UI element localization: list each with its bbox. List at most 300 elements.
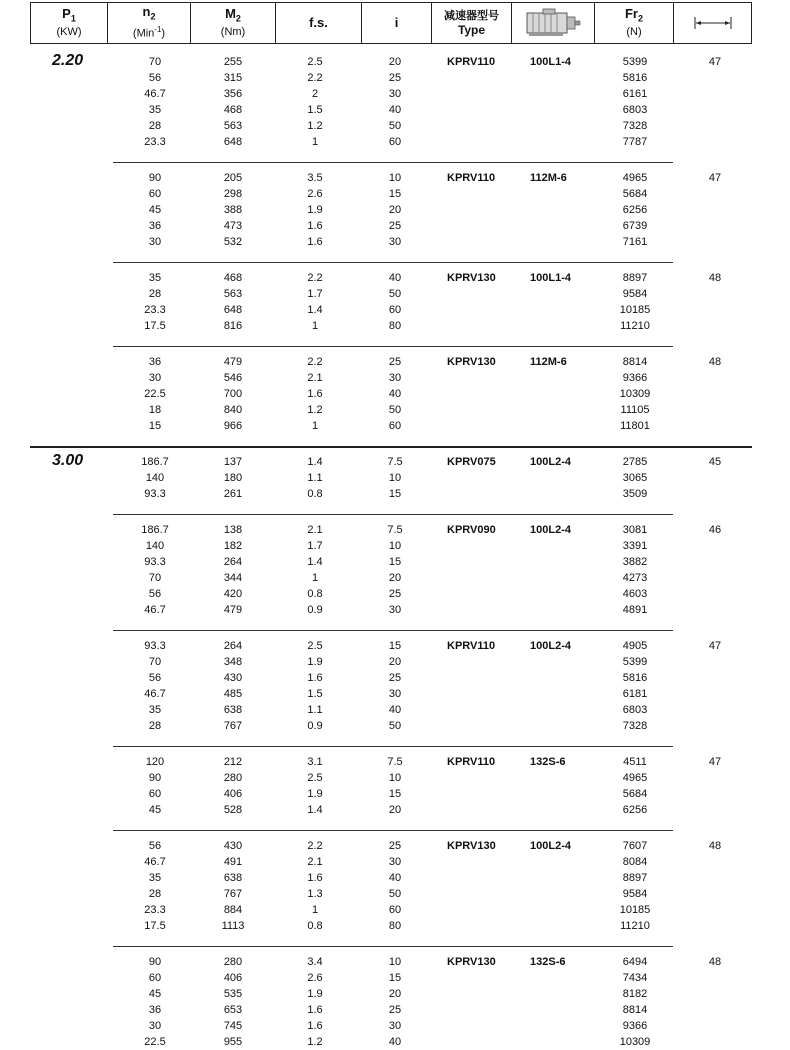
m2-value: 420 — [223, 588, 243, 600]
ratio-value: 40 — [388, 388, 402, 400]
n2-value: 22.5 — [144, 388, 166, 400]
ratio-value: 7.5 — [387, 524, 403, 536]
fr2-value: 6161 — [622, 88, 648, 100]
m2-value: 406 — [223, 788, 243, 800]
fs-value: 1.6 — [307, 236, 323, 248]
table-row — [0, 1034, 790, 1050]
table-row — [0, 986, 790, 1002]
header-p1-label: P — [62, 5, 71, 21]
fr2-value: 10185 — [619, 304, 651, 316]
fr2-value: 3391 — [622, 540, 648, 552]
dimension-value: 47 — [708, 172, 722, 184]
m2-value: 884 — [223, 904, 243, 916]
ratio-value: 10 — [388, 472, 402, 484]
n2-value: 35 — [148, 272, 162, 284]
header-p1 — [31, 3, 107, 43]
fs-value: 1.6 — [307, 1004, 323, 1016]
m2-value: 816 — [223, 320, 243, 332]
fs-value: 1.4 — [307, 556, 323, 568]
table-row — [0, 386, 790, 402]
header-n2 — [108, 3, 190, 43]
table-row — [0, 354, 790, 370]
m2-value: 485 — [223, 688, 243, 700]
m2-value: 315 — [223, 72, 243, 84]
fr2-value: 7607 — [622, 840, 648, 852]
ratio-value: 30 — [388, 688, 402, 700]
m2-value: 479 — [223, 604, 243, 616]
ratio-value: 50 — [388, 888, 402, 900]
table-row — [0, 86, 790, 102]
m2-value: 280 — [223, 956, 243, 968]
table-row — [0, 702, 790, 718]
dimension-value: 48 — [708, 840, 722, 852]
header-p1-unit: (KW) — [56, 26, 82, 39]
header-p1-sub: 1 — [70, 13, 76, 24]
fr2-value: 9366 — [622, 1020, 648, 1032]
ratio-value: 20 — [388, 804, 402, 816]
ratio-value: 60 — [388, 420, 402, 432]
fs-value: 0.8 — [307, 920, 323, 932]
n2-value: 186.7 — [141, 456, 169, 468]
ratio-value: 60 — [388, 136, 402, 148]
n2-value: 70 — [148, 56, 162, 68]
table-row — [0, 170, 790, 186]
header-n2-sub: 2 — [150, 11, 156, 22]
fs-value: 1.2 — [307, 1036, 323, 1048]
table-row — [0, 802, 790, 818]
fs-value: 1.1 — [307, 704, 323, 716]
fs-value: 2.5 — [307, 772, 323, 784]
table-row — [0, 486, 790, 502]
ratio-value: 20 — [388, 572, 402, 584]
m2-value: 767 — [223, 720, 243, 732]
m2-value: 348 — [223, 656, 243, 668]
motor-frame: 112M-6 — [530, 356, 567, 368]
n2-value: 93.3 — [144, 556, 166, 568]
m2-value: 528 — [223, 804, 243, 816]
m2-value: 468 — [223, 272, 243, 284]
table-row — [0, 454, 790, 470]
header-i-label: i — [394, 15, 399, 30]
fs-value: 1 — [311, 136, 319, 148]
fr2-value: 4511 — [623, 756, 647, 768]
gearbox-type: KPRV110 — [447, 56, 496, 68]
fs-value: 1.2 — [307, 120, 323, 132]
ratio-value: 20 — [388, 656, 402, 668]
fs-value: 2 — [311, 88, 319, 100]
fs-value: 1 — [311, 572, 319, 584]
fs-value: 2.2 — [307, 72, 323, 84]
header-fr2-unit: (N) — [626, 26, 642, 39]
header-fs-label: f.s. — [309, 15, 328, 30]
table-row — [0, 718, 790, 734]
group-divider — [113, 346, 673, 347]
table-row — [0, 234, 790, 250]
group-divider — [113, 262, 673, 263]
fr2-value: 5816 — [622, 72, 648, 84]
n2-value: 70 — [148, 572, 162, 584]
dimension-value: 47 — [708, 756, 722, 768]
table-row — [0, 670, 790, 686]
fr2-value: 6494 — [622, 956, 648, 968]
power-label: 2.20 — [52, 52, 84, 69]
fs-value: 1.2 — [307, 404, 323, 416]
ratio-value: 30 — [388, 236, 402, 248]
fr2-value: 8897 — [622, 872, 648, 884]
m2-value: 137 — [223, 456, 243, 468]
group-divider — [113, 162, 673, 163]
motor-icon — [525, 8, 581, 38]
ratio-value: 30 — [388, 856, 402, 868]
table-row — [0, 570, 790, 586]
fr2-value: 5684 — [622, 188, 648, 200]
fs-value: 1.6 — [307, 220, 323, 232]
power-label: 3.00 — [52, 452, 84, 469]
ratio-value: 60 — [388, 304, 402, 316]
m2-value: 473 — [223, 220, 243, 232]
table-row — [0, 1018, 790, 1034]
m2-value: 638 — [223, 704, 243, 716]
gearbox-type: KPRV130 — [447, 956, 496, 968]
n2-value: 46.7 — [144, 604, 166, 616]
table-row — [0, 270, 790, 286]
m2-value: 298 — [223, 188, 243, 200]
fr2-value: 11105 — [620, 404, 650, 416]
ratio-value: 50 — [388, 720, 402, 732]
group-divider — [113, 630, 673, 631]
ratio-value: 20 — [388, 56, 402, 68]
ratio-value: 60 — [388, 904, 402, 916]
gearbox-type: KPRV110 — [447, 172, 496, 184]
motor-frame: 100L2-4 — [530, 640, 571, 652]
fs-value: 2.5 — [307, 640, 323, 652]
n2-value: 46.7 — [144, 88, 166, 100]
ratio-value: 30 — [388, 604, 402, 616]
fr2-value: 4965 — [622, 172, 648, 184]
table-row — [0, 638, 790, 654]
header-type-cn: 减速器型号 — [444, 10, 499, 22]
n2-value: 36 — [148, 1004, 162, 1016]
fr2-value: 8182 — [622, 988, 648, 1000]
m2-value: 491 — [223, 856, 243, 868]
m2-value: 212 — [223, 756, 243, 768]
m2-value: 430 — [223, 672, 243, 684]
fs-value: 1.6 — [307, 388, 323, 400]
n2-value: 56 — [148, 72, 162, 84]
group-divider — [113, 746, 673, 747]
fs-value: 1.7 — [307, 540, 323, 552]
table-row — [0, 218, 790, 234]
m2-value: 280 — [223, 772, 243, 784]
header-fr2-sub: 2 — [637, 13, 643, 24]
m2-value: 532 — [223, 236, 243, 248]
fr2-value: 10309 — [619, 388, 651, 400]
table-row — [0, 686, 790, 702]
n2-value: 18 — [148, 404, 162, 416]
n2-value: 45 — [148, 988, 162, 1000]
dimension-value: 47 — [708, 56, 722, 68]
ratio-value: 15 — [388, 488, 402, 500]
ratio-value: 25 — [388, 1004, 402, 1016]
ratio-value: 10 — [388, 540, 402, 552]
n2-value: 90 — [148, 172, 162, 184]
fr2-value: 6256 — [622, 804, 648, 816]
m2-value: 264 — [223, 640, 243, 652]
fs-value: 1.6 — [307, 1020, 323, 1032]
gearbox-type: KPRV110 — [447, 640, 496, 652]
n2-value: 120 — [145, 756, 165, 768]
table-row — [0, 754, 790, 770]
ratio-value: 10 — [388, 172, 402, 184]
fr2-value: 4891 — [622, 604, 648, 616]
header-n2-sup: -1 — [154, 25, 162, 35]
fs-value: 1.5 — [307, 104, 323, 116]
fr2-value: 6739 — [622, 220, 648, 232]
motor-frame: 100L2-4 — [530, 524, 571, 536]
m2-value: 563 — [223, 120, 243, 132]
ratio-value: 40 — [388, 1036, 402, 1048]
table-row — [0, 118, 790, 134]
fs-value: 2.6 — [307, 972, 323, 984]
ratio-value: 40 — [388, 872, 402, 884]
m2-value: 966 — [223, 420, 243, 432]
ratio-value: 30 — [388, 372, 402, 384]
m2-value: 344 — [223, 572, 243, 584]
ratio-value: 25 — [388, 356, 402, 368]
dimension-value: 48 — [708, 356, 722, 368]
fs-value: 1.6 — [307, 672, 323, 684]
gearbox-type: KPRV075 — [447, 456, 496, 468]
m2-value: 653 — [223, 1004, 243, 1016]
section-divider — [30, 446, 752, 448]
motor-frame: 132S-6 — [530, 756, 566, 768]
fr2-value: 4603 — [622, 588, 648, 600]
table-row — [0, 902, 790, 918]
fr2-value: 7328 — [622, 720, 648, 732]
table-row — [0, 554, 790, 570]
m2-value: 406 — [223, 972, 243, 984]
motor-frame: 100L2-4 — [530, 840, 571, 852]
fr2-value: 5399 — [622, 56, 648, 68]
ratio-value: 20 — [388, 988, 402, 1000]
header-n2-label: n — [142, 3, 151, 19]
m2-value: 767 — [223, 888, 243, 900]
m2-value: 648 — [223, 304, 243, 316]
table-row — [0, 854, 790, 870]
ratio-value: 25 — [388, 220, 402, 232]
fr2-value: 5684 — [622, 788, 648, 800]
table-row — [0, 418, 790, 434]
m2-value: 700 — [223, 388, 243, 400]
m2-value: 479 — [223, 356, 243, 368]
fr2-value: 8897 — [622, 272, 648, 284]
n2-value: 36 — [148, 356, 162, 368]
fs-value: 3.1 — [307, 756, 323, 768]
header-fs — [276, 3, 361, 43]
dimension-value: 46 — [708, 524, 722, 536]
motor-frame: 100L1-4 — [530, 272, 571, 284]
n2-value: 28 — [148, 720, 162, 732]
n2-value: 28 — [148, 888, 162, 900]
n2-value: 35 — [148, 872, 162, 884]
fs-value: 0.8 — [307, 488, 323, 500]
n2-value: 93.3 — [144, 488, 166, 500]
dimension-value: 48 — [708, 956, 722, 968]
n2-value: 28 — [148, 288, 162, 300]
fs-value: 1 — [311, 320, 319, 332]
fs-value: 1.9 — [307, 204, 323, 216]
n2-value: 30 — [148, 1020, 162, 1032]
ratio-value: 40 — [388, 704, 402, 716]
table-row — [0, 586, 790, 602]
table-row — [0, 770, 790, 786]
fr2-value: 5399 — [622, 656, 648, 668]
m2-value: 1113 — [221, 920, 245, 932]
fr2-value: 11801 — [620, 420, 650, 432]
fs-value: 1.4 — [307, 456, 323, 468]
fs-value: 1.4 — [307, 304, 323, 316]
fr2-value: 3065 — [622, 472, 648, 484]
dimension-value: 47 — [708, 640, 722, 652]
motor-frame: 100L2-4 — [530, 456, 571, 468]
fs-value: 1.4 — [307, 804, 323, 816]
n2-value: 60 — [148, 188, 162, 200]
fr2-value: 9584 — [622, 288, 648, 300]
header-m2-sub: 2 — [235, 13, 241, 24]
ratio-value: 15 — [388, 188, 402, 200]
m2-value: 546 — [223, 372, 243, 384]
n2-value: 45 — [148, 804, 162, 816]
n2-value: 56 — [148, 672, 162, 684]
n2-value: 140 — [145, 472, 165, 484]
m2-value: 468 — [223, 104, 243, 116]
n2-value: 23.3 — [144, 904, 166, 916]
table-row — [0, 102, 790, 118]
table-row — [0, 186, 790, 202]
fr2-value: 3882 — [622, 556, 648, 568]
fr2-value: 8814 — [622, 356, 648, 368]
n2-value: 93.3 — [144, 640, 166, 652]
fs-value: 2.1 — [307, 372, 323, 384]
fr2-value: 4965 — [622, 772, 648, 784]
n2-value: 186.7 — [141, 524, 169, 536]
table-row — [0, 318, 790, 334]
fr2-value: 5816 — [622, 672, 648, 684]
table-row — [0, 970, 790, 986]
fr2-value: 8814 — [622, 1004, 648, 1016]
table-row — [0, 918, 790, 934]
table-row — [0, 886, 790, 902]
table-header — [30, 2, 752, 44]
gearbox-type: KPRV130 — [447, 840, 496, 852]
table-row — [0, 954, 790, 970]
n2-value: 56 — [148, 840, 162, 852]
fs-value: 2.5 — [307, 56, 323, 68]
n2-value: 17.5 — [144, 920, 166, 932]
ratio-value: 15 — [388, 972, 402, 984]
fr2-value: 7161 — [622, 236, 648, 248]
m2-value: 255 — [223, 56, 243, 68]
table-row — [0, 202, 790, 218]
fs-value: 1.9 — [307, 788, 323, 800]
ratio-value: 20 — [388, 204, 402, 216]
n2-value: 70 — [148, 656, 162, 668]
ratio-value: 30 — [388, 88, 402, 100]
fr2-value: 8084 — [622, 856, 648, 868]
m2-value: 180 — [223, 472, 243, 484]
fs-value: 2.2 — [307, 840, 323, 852]
m2-value: 745 — [223, 1020, 243, 1032]
ratio-value: 25 — [388, 588, 402, 600]
fs-value: 1 — [311, 904, 319, 916]
m2-value: 182 — [223, 540, 243, 552]
header-fr2 — [595, 3, 673, 43]
ratio-value: 10 — [388, 772, 402, 784]
n2-value: 30 — [148, 236, 162, 248]
fs-value: 1.9 — [307, 656, 323, 668]
n2-value: 60 — [148, 972, 162, 984]
table-row — [0, 786, 790, 802]
n2-value: 23.3 — [144, 304, 166, 316]
header-m2-unit: (Nm) — [220, 26, 246, 39]
ratio-value: 30 — [388, 1020, 402, 1032]
motor-frame: 100L1-4 — [530, 56, 571, 68]
fr2-value: 3509 — [622, 488, 648, 500]
table-row — [0, 402, 790, 418]
table-row — [0, 470, 790, 486]
table-row — [0, 302, 790, 318]
n2-value: 30 — [148, 372, 162, 384]
m2-value: 356 — [223, 88, 243, 100]
fs-value: 2.2 — [307, 356, 323, 368]
m2-value: 261 — [223, 488, 243, 500]
n2-value: 45 — [148, 204, 162, 216]
table-row — [0, 522, 790, 538]
m2-value: 388 — [223, 204, 243, 216]
fs-value: 1.9 — [307, 988, 323, 1000]
fr2-value: 11210 — [620, 920, 650, 932]
ratio-value: 40 — [388, 104, 402, 116]
fs-value: 1 — [311, 420, 319, 432]
table-row — [0, 286, 790, 302]
fs-value: 1.7 — [307, 288, 323, 300]
n2-value: 56 — [148, 588, 162, 600]
ratio-value: 15 — [388, 640, 402, 652]
fs-value: 2.1 — [307, 524, 323, 536]
fr2-value: 6256 — [622, 204, 648, 216]
ratio-value: 80 — [388, 920, 402, 932]
m2-value: 840 — [223, 404, 243, 416]
table-row — [0, 838, 790, 854]
header-motor — [512, 3, 594, 43]
dimension-value: 45 — [708, 456, 722, 468]
fs-value: 1.1 — [307, 472, 323, 484]
ratio-value: 25 — [388, 840, 402, 852]
table-row — [0, 134, 790, 150]
group-divider — [113, 514, 673, 515]
m2-value: 264 — [223, 556, 243, 568]
n2-value: 36 — [148, 220, 162, 232]
fr2-value: 9366 — [622, 372, 648, 384]
n2-value: 140 — [145, 540, 165, 552]
n2-value: 46.7 — [144, 688, 166, 700]
fs-value: 0.8 — [307, 588, 323, 600]
fs-value: 1.6 — [307, 872, 323, 884]
fs-value: 2.1 — [307, 856, 323, 868]
m2-value: 563 — [223, 288, 243, 300]
motor-frame: 112M-6 — [530, 172, 567, 184]
ratio-value: 7.5 — [387, 756, 403, 768]
